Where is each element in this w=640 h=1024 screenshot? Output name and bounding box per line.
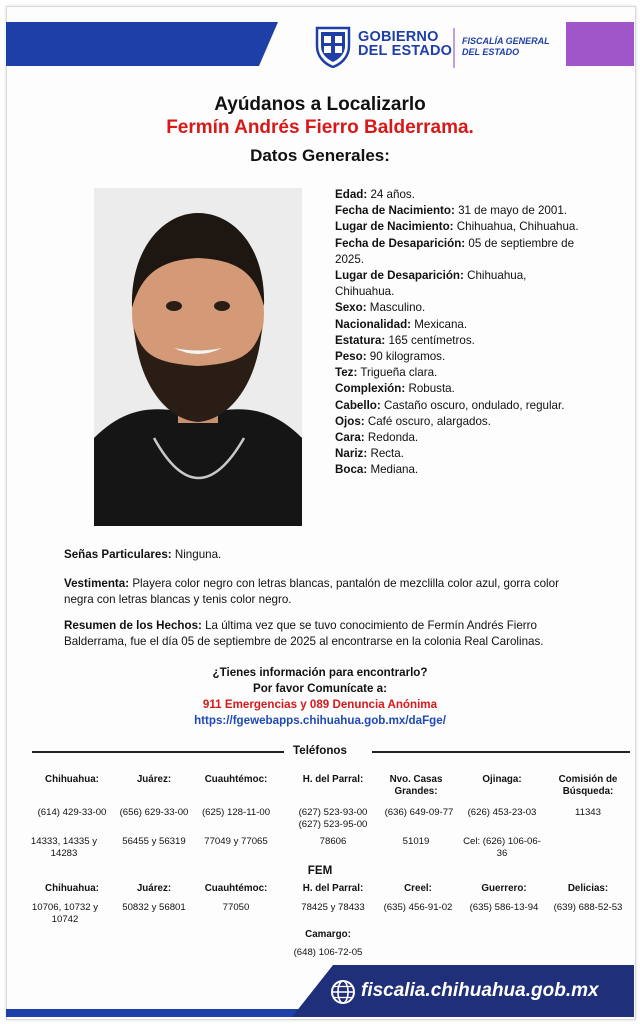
phones-header-cuauhtemoc: Cuauhtémoc: — [204, 774, 268, 785]
footer-blue-bar — [6, 1009, 306, 1017]
person-photo — [94, 188, 302, 526]
distinguishing-marks: Señas Particulares: Ninguna. — [64, 548, 222, 561]
footer-website-link[interactable]: fiscalia.chihuahua.gob.mx — [361, 980, 599, 1001]
detail-hair: Cabello: Castaño oscuro, ondulado, regular. — [335, 398, 565, 412]
phones-header-busqueda: Comisión de Búsqueda: — [558, 774, 618, 797]
fem-header-parral: H. del Parral: — [302, 883, 364, 894]
detail-eyes: Ojos: Café oscuro, alargados. — [335, 414, 491, 428]
page-title: Ayúdanos a Localizarlo — [214, 94, 426, 115]
fem-header-guerrero: Guerrero: — [481, 883, 527, 894]
fem-parral-ext: 78425 y 78433 — [301, 902, 365, 913]
phones-header-casas-grandes: Nvo. Casas Grandes: — [389, 774, 443, 797]
detail-sex: Sexo: Masculino. — [335, 301, 426, 315]
phones-juarez-main: (656) 629-33-00 — [119, 807, 189, 818]
header-blue-band — [6, 22, 278, 66]
fem-chihuahua-ext: 10706, 10732 y 10742 — [31, 902, 99, 925]
phones-header-ojinaga: Ojinaga: — [482, 774, 522, 785]
cta-question: ¿Tienes información para encontrarlo? — [212, 666, 428, 679]
globe-icon — [330, 979, 356, 1005]
phones-ojinaga-main: (626) 453-23-03 — [467, 807, 537, 818]
fem-creel-phone: (635) 456-91-02 — [383, 902, 453, 913]
phones-parral-ext: 78606 — [319, 836, 347, 847]
cta-report-link[interactable]: https://fgewebapps.chihuahua.gob.mx/daFge/ — [194, 714, 446, 727]
phones-chihuahua-ext: 14333, 14335 y 14283 — [30, 836, 98, 859]
phones-ojinaga-cel: Cel: (626) 106-06-36 — [463, 836, 541, 859]
detail-height: Estatura: 165 centímetros. — [335, 333, 475, 347]
state-shield-icon — [313, 24, 353, 68]
phones-header-parral: H. del Parral: — [302, 774, 364, 785]
fem-guerrero-phone: (635) 586-13-94 — [469, 902, 539, 913]
detail-face: Cara: Redonda. — [335, 431, 419, 445]
incident-summary: Resumen de los Hechos: La última vez que se tuvo conocimiento de Fermín Andrés Fierro Balderrama, fue el día 05 de septiembre de 2025 al encontrarse en la colonia Real Carolinas. — [64, 619, 544, 648]
section-title: Datos Generales: — [250, 146, 390, 165]
phones-header-chihuahua: Chihuahua: — [45, 774, 99, 785]
logo-divider — [453, 28, 455, 68]
phones-cuauhtemoc-main: (625) 128-11-00 — [201, 807, 271, 818]
fem-cuauhtemoc-ext: 77050 — [222, 902, 250, 913]
phones-cuauhtemoc-ext: 77049 y 77065 — [204, 836, 268, 847]
detail-missing-place: Lugar de Desaparición: Chihuahua, Chihuahua. — [335, 269, 527, 299]
fem-header-delicias: Delicias: — [567, 883, 609, 894]
person-name: Fermín Andrés Fierro Balderrama. — [166, 117, 474, 138]
general-data-list — [335, 187, 585, 479]
fiscalia-wordmark — [462, 36, 550, 58]
fem-camargo-phone: (648) 106-72-05 — [293, 947, 363, 958]
detail-age: Edad: 24 años. — [335, 188, 415, 201]
phones-busqueda-main: 11343 — [575, 807, 601, 818]
org-line-2: DEL ESTADO — [358, 43, 453, 59]
fem-delicias-phone: (639) 688-52-53 — [553, 902, 623, 913]
fem-title: FEM — [307, 864, 333, 877]
detail-build: Complexión: Robusta. — [335, 382, 455, 396]
phones-parral-main: (627) 523-93-00 (627) 523-95-00 — [298, 807, 368, 830]
clothing-description: Vestimenta: Playera color negro con letras blancas, pantalón de mezclilla color azul, gorra color negra con letras blancas y tenis color negro. — [64, 577, 559, 606]
phones-chihuahua-main: (614) 429-33-00 — [37, 807, 107, 818]
detail-birth-date: Fecha de Nacimiento: 31 de mayo de 2001. — [335, 204, 567, 218]
phones-title: Teléfonos — [293, 744, 347, 757]
fem-header-creel: Creel: — [404, 883, 432, 894]
cta-emergency-numbers: 911 Emergencias y 089 Denuncia Anónima — [202, 698, 438, 711]
fem-header-chihuahua: Chihuahua: — [45, 883, 99, 894]
detail-nationality: Nacionalidad: Mexicana. — [335, 317, 468, 331]
phones-juarez-ext: 56455 y 56319 — [122, 836, 186, 847]
fem-header-camargo: Camargo: — [305, 929, 351, 940]
phones-casas-grandes-main: (636) 649-09-77 — [384, 807, 454, 818]
government-wordmark — [358, 30, 452, 58]
fem-header-cuauhtemoc: Cuauhtémoc: — [204, 883, 268, 894]
detail-missing-date: Fecha de Desaparición: 05 de septiembre de 2025. — [335, 236, 575, 266]
sub-line-1: FISCALÍA GENERAL — [462, 36, 550, 46]
detail-mouth: Boca: Mediana. — [335, 463, 419, 477]
header-purple-band — [566, 22, 634, 66]
phones-casas-grandes-ext: 51019 — [402, 836, 430, 847]
detail-birth-place: Lugar de Nacimiento: Chihuahua, Chihuahua. — [335, 220, 579, 234]
detail-weight: Peso: 90 kilogramos. — [335, 350, 446, 364]
detail-complexion-color: Tez: Trigueña clara. — [335, 366, 438, 380]
detail-nose: Nariz: Recta. — [335, 447, 404, 461]
sub-line-2: DEL ESTADO — [462, 47, 520, 57]
cta-contact: Por favor Comunícate a: — [252, 682, 387, 695]
org-line-1: GOBIERNO — [358, 29, 439, 45]
fem-juarez-ext: 50832 y 56801 — [122, 902, 186, 913]
fem-header-juarez: Juárez: — [136, 883, 172, 894]
phones-header-juarez: Juárez: — [136, 774, 172, 785]
